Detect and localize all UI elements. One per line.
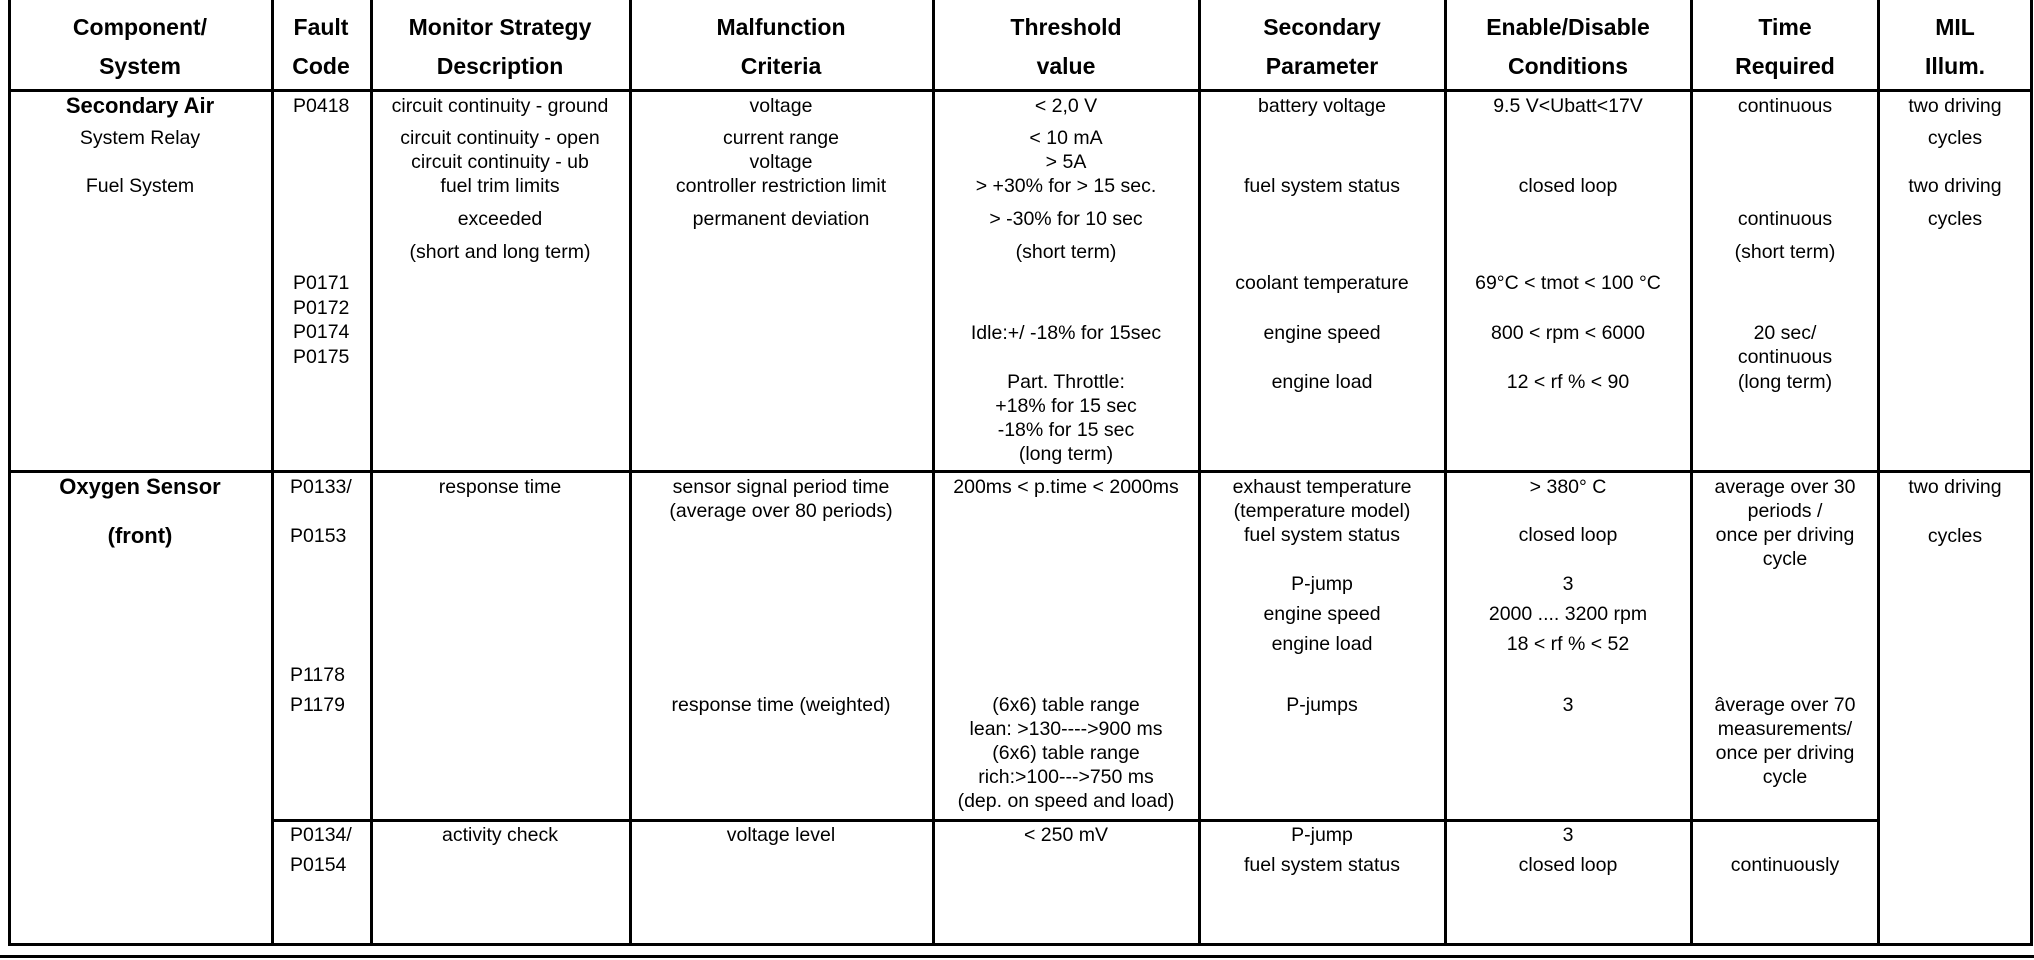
- time-required: once per driving: [1715, 742, 1855, 764]
- monitor-description: (short and long term): [409, 241, 591, 263]
- enable-condition: > 380° C: [1529, 476, 1607, 498]
- secondary-parameter: P-jumps: [1286, 694, 1358, 716]
- mil-illumination: two driving: [1908, 476, 2002, 498]
- header-mil-illum: MIL Illum.: [1924, 14, 1986, 79]
- secondary-parameter: engine load: [1271, 633, 1373, 655]
- header-malfunction-criteria: Malfunction Criteria: [716, 14, 846, 79]
- header-component: Component/ System: [72, 14, 208, 79]
- time-required: (long term): [1737, 371, 1833, 393]
- enable-condition: 3: [1562, 824, 1574, 846]
- time-required: continuous: [1737, 346, 1833, 368]
- threshold-value: (6x6) table range: [992, 694, 1140, 716]
- time-required: cycle: [1762, 548, 1808, 570]
- header-time-required: Time Required: [1735, 14, 1835, 79]
- enable-condition: 3: [1562, 573, 1574, 595]
- monitor-description: circuit continuity - ub: [411, 151, 589, 173]
- enable-condition: 800 < rpm < 6000: [1491, 322, 1645, 344]
- time-required: periods /: [1747, 500, 1823, 522]
- component-name: Oxygen Sensor: [59, 474, 221, 499]
- time-required: continuously: [1730, 854, 1840, 876]
- fault-code: P0418: [293, 95, 350, 117]
- enable-condition: 18 < rf % < 52: [1506, 633, 1630, 655]
- time-required: (short term): [1734, 241, 1836, 263]
- malfunction-criteria: sensor signal period time: [672, 476, 890, 498]
- time-required: measurements/: [1717, 718, 1853, 740]
- fault-code: P1179: [290, 694, 345, 716]
- enable-condition: 3: [1562, 694, 1574, 716]
- threshold-value: < 250 mV: [1023, 824, 1109, 846]
- secondary-parameter: engine speed: [1263, 603, 1381, 625]
- section-divider: [8, 470, 2033, 473]
- monitor-description: circuit continuity - ground: [391, 95, 609, 117]
- threshold-value: > 5A: [1045, 151, 1087, 173]
- monitor-description: response time: [438, 476, 562, 498]
- fault-code: P0133/: [290, 476, 352, 498]
- time-required: cycle: [1762, 766, 1808, 788]
- fault-code: P0134/: [290, 824, 352, 846]
- threshold-value: (long term): [1018, 443, 1114, 465]
- component-name: Fuel System: [85, 175, 195, 197]
- threshold-value: > +30% for > 15 sec.: [975, 175, 1157, 197]
- header-enable-disable: Enable/Disable Conditions: [1486, 14, 1650, 79]
- threshold-value: < 10 mA: [1029, 127, 1103, 149]
- threshold-value: (6x6) table range: [992, 742, 1140, 764]
- malfunction-criteria: controller restriction limit: [675, 175, 887, 197]
- header-divider: [8, 89, 2033, 92]
- header-fault-code: Fault Code: [292, 14, 350, 79]
- malfunction-criteria: response time (weighted): [671, 694, 891, 716]
- malfunction-criteria: current range: [723, 127, 839, 149]
- threshold-value: +18% for 15 sec: [995, 395, 1137, 417]
- secondary-parameter: (temperature model): [1233, 500, 1411, 522]
- monitor-description: activity check: [442, 824, 558, 846]
- mil-illumination: two driving: [1908, 95, 2002, 117]
- secondary-parameter: fuel system status: [1243, 854, 1401, 876]
- fault-code: P0174: [293, 321, 350, 343]
- enable-condition: 9.5 V<Ubatt<17V: [1493, 95, 1643, 117]
- mil-illumination: cycles: [1927, 208, 1983, 230]
- time-required: continuous: [1737, 208, 1833, 230]
- secondary-parameter: exhaust temperature: [1232, 476, 1412, 498]
- threshold-value: Part. Throttle:: [1007, 371, 1125, 393]
- threshold-value: 200ms < p.time < 2000ms: [953, 476, 1179, 498]
- secondary-parameter: P-jump: [1291, 824, 1353, 846]
- subsection-divider: [271, 819, 1880, 822]
- secondary-parameter: P-jump: [1291, 573, 1353, 595]
- threshold-value: (dep. on speed and load): [957, 790, 1175, 812]
- mil-illumination: cycles: [1927, 127, 1983, 149]
- malfunction-criteria: voltage level: [726, 824, 836, 846]
- fault-code: P0175: [293, 346, 350, 368]
- header-threshold-value: Threshold value: [1010, 14, 1122, 79]
- page-bottom-rule: [0, 955, 2034, 958]
- threshold-value: < 2,0 V: [1034, 95, 1098, 117]
- enable-condition: 2000 .... 3200 rpm: [1488, 603, 1648, 625]
- enable-condition: closed loop: [1518, 854, 1618, 876]
- component-name: (front): [107, 523, 173, 548]
- malfunction-criteria: permanent deviation: [692, 208, 870, 230]
- enable-condition: closed loop: [1518, 175, 1618, 197]
- enable-condition: closed loop: [1518, 524, 1618, 546]
- threshold-value: -18% for 15 sec: [997, 419, 1135, 441]
- threshold-value: rich:>100--->750 ms: [978, 766, 1154, 788]
- time-required: âverage over 70: [1714, 694, 1856, 716]
- component-name: Secondary Air: [65, 93, 215, 118]
- monitor-description: exceeded: [457, 208, 543, 230]
- mil-illumination: cycles: [1927, 525, 1983, 547]
- header-secondary-parameter: Secondary Parameter: [1263, 14, 1381, 79]
- secondary-parameter: battery voltage: [1258, 95, 1386, 117]
- threshold-value: Idle:+/ -18% for 15sec: [970, 322, 1162, 344]
- time-required: average over 30: [1714, 476, 1856, 498]
- component-name: System Relay: [79, 127, 201, 149]
- fault-code: P0172: [293, 297, 350, 319]
- malfunction-criteria: voltage: [749, 95, 813, 117]
- fault-code: P1178: [290, 664, 345, 686]
- secondary-parameter: fuel system status: [1243, 175, 1401, 197]
- mil-illumination: two driving: [1908, 175, 2002, 197]
- header-monitor-strategy: Monitor Strategy Description: [408, 14, 592, 79]
- time-required: continuous: [1737, 95, 1833, 117]
- threshold-value: lean: >130---->900 ms: [969, 718, 1163, 740]
- fault-code: P0153: [290, 525, 347, 547]
- monitor-description: fuel trim limits: [440, 175, 560, 197]
- threshold-value: (short term): [1015, 241, 1117, 263]
- secondary-parameter: coolant temperature: [1235, 272, 1409, 294]
- secondary-parameter: fuel system status: [1243, 524, 1401, 546]
- fault-code: P0154: [290, 854, 347, 876]
- malfunction-criteria: voltage: [749, 151, 813, 173]
- threshold-value: > -30% for 10 sec: [989, 208, 1143, 230]
- time-required: 20 sec/: [1753, 322, 1817, 344]
- secondary-parameter: engine load: [1271, 371, 1373, 393]
- monitor-description: circuit continuity - open: [400, 127, 600, 149]
- enable-condition: 12 < rf % < 90: [1506, 371, 1630, 393]
- table-border-bottom: [8, 943, 2033, 946]
- enable-condition: 69°C < tmot < 100 °C: [1475, 272, 1661, 294]
- fault-code: P0171: [293, 272, 350, 294]
- malfunction-criteria: (average over 80 periods): [669, 500, 893, 522]
- secondary-parameter: engine speed: [1263, 322, 1381, 344]
- time-required: once per driving: [1715, 524, 1855, 546]
